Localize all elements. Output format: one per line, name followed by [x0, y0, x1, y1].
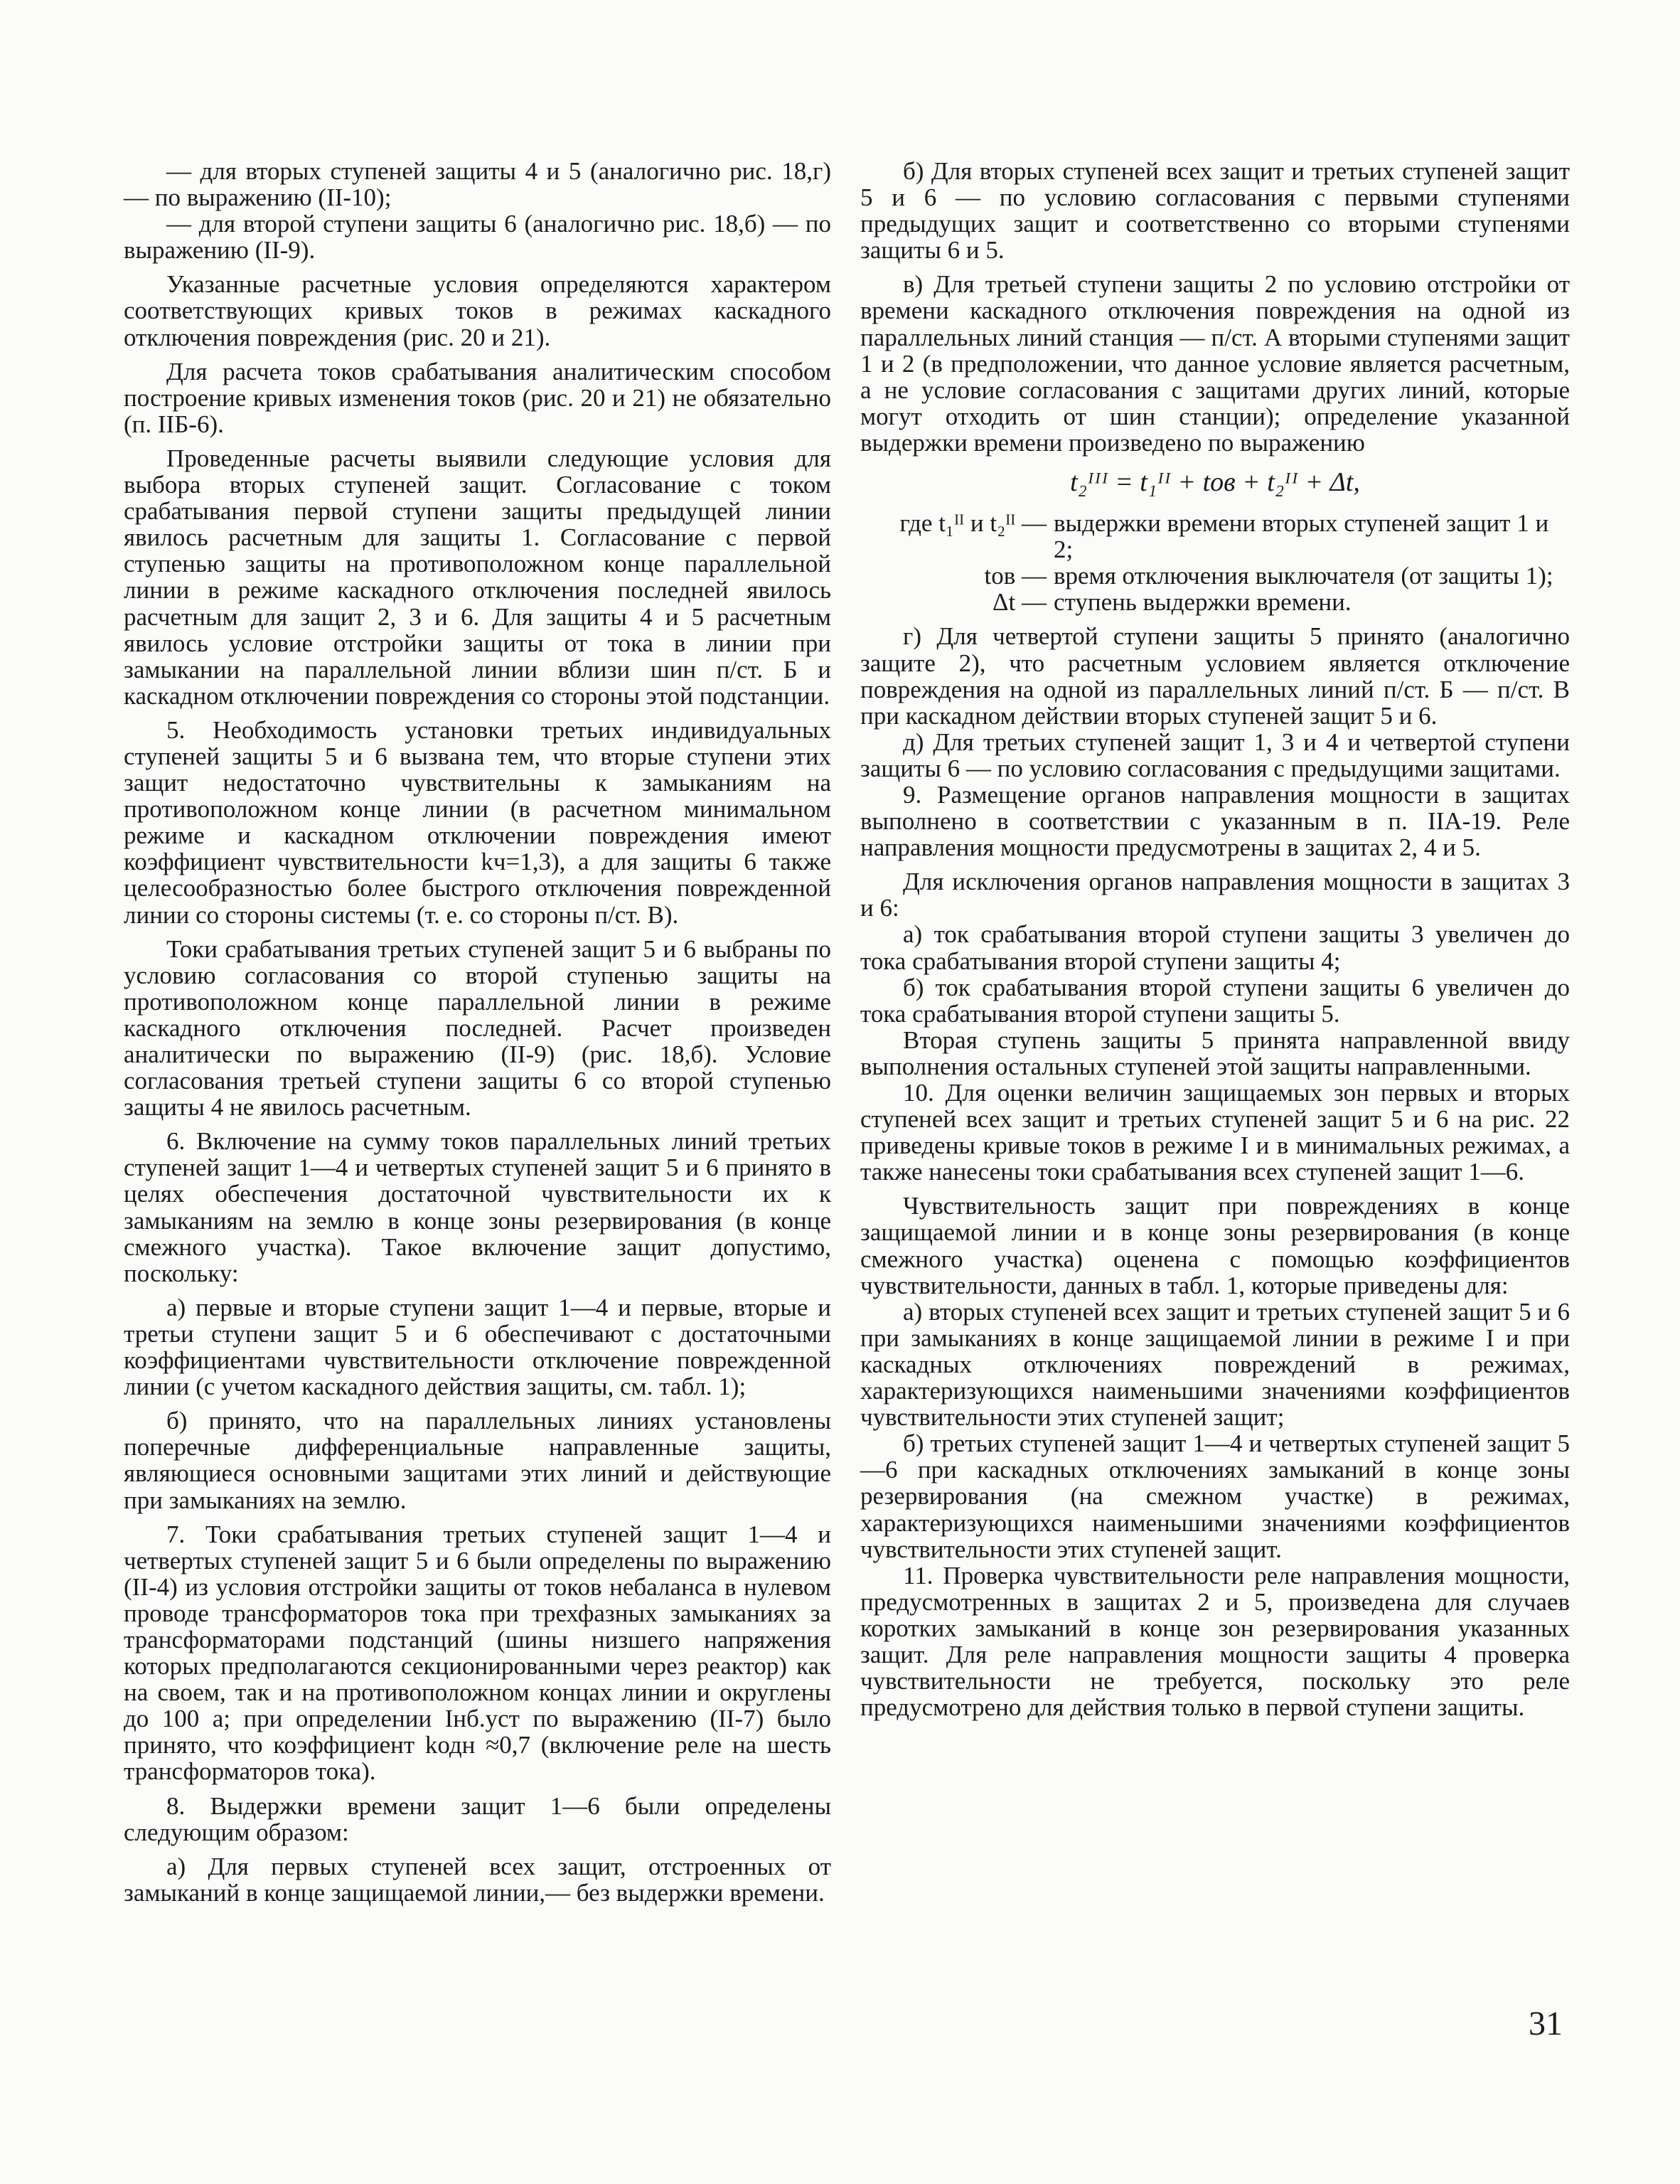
paragraph: Указанные расчетные условия определяются характером соответствующих кривых токов в режимах каскадного отключения повреждения (рис. 20 и 21).	[124, 270, 831, 351]
paragraph: Для исключения органов направления мощности в защитах 3 и 6:	[860, 868, 1570, 922]
legend-description: ступень выдержки времени.	[1054, 588, 1352, 617]
left-column	[124, 158, 831, 1906]
paragraph: Вторая ступень защиты 5 принята направленной ввиду выполнения остальных ступеней этой защиты направленными.	[860, 1026, 1570, 1080]
paragraph: а) вторых ступеней всех защит и третьих ступеней защит 5 и 6 при замыканиях в конце защищаемой линии в режиме I и при каскадных отключениях повреждений в режимах, характеризующихся наименьшими значениями коэффициентов чувствительности этих ступеней защит;	[860, 1297, 1570, 1432]
paragraph: Для расчета токов срабатывания аналитическим способом построение кривых изменения токов (рис. 20 и 21) не обязательно (п. IIБ-6).	[124, 357, 831, 438]
paragraph: а) Для первых ступеней всех защит, отстроенных от замыканий в конце защищаемой линии,— без выдержки времени.	[124, 1852, 831, 1907]
paragraph: д) Для третьих ступеней защит 1, 3 и 4 и четвертой ступени защиты 6 — по условию согласования с предыдущими защитами.	[860, 728, 1570, 782]
legend-symbol: tов —	[984, 562, 1047, 590]
paragraph: б) принято, что на параллельных линиях установлены поперечные дифференциальные направленные защиты, являющиеся основными защитами этих линий и действующие при замыканиях на землю.	[124, 1407, 831, 1514]
legend-description: время отключения выключателя (от защиты 1);	[1054, 562, 1553, 590]
formula-legend	[860, 510, 1570, 615]
paragraph: 11. Проверка чувствительности реле направления мощности, предусмотренных в защитах 2 и 5, произведена для случаев коротких замыканий в конце зон резервирования указанных защит. Для реле направления мощности защиты 4 проверка чувствительности не требуется, поскольку это реле предусмотрено для действия только в первой ступени защиты.	[860, 1561, 1570, 1722]
paragraph: 10. Для оценки величин защищаемых зон первых и вторых ступеней всех защит и третьих ступеней защит 5 и 6 на рис. 22 приведены кривые токов в режиме I и в минимальных режимах, а также нанесены токи срабатывания всех ступеней защит 1—6.	[860, 1079, 1570, 1186]
legend-symbol: где t₁ᴵᴵ и t₂ᴵᴵ —	[899, 509, 1047, 538]
right-column	[860, 158, 1570, 1720]
paragraph: — для вторых ступеней защиты 4 и 5 (аналогично рис. 18,г) — по выражению (II-10);	[124, 157, 831, 212]
paragraph: б) Для вторых ступеней всех защит и третьих ступеней защит 5 и 6 — по условию согласования с первыми ступенями предыдущих защит и соответственно со вторыми ступенями защиты 6 и 5.	[860, 157, 1570, 265]
paragraph: 8. Выдержки времени защит 1—6 были определены следующим образом:	[124, 1791, 831, 1846]
paragraph: а) ток срабатывания второй ступени защиты 3 увеличен до тока срабатывания второй ступени защиты 4;	[860, 920, 1570, 975]
paragraph: 7. Токи срабатывания третьих ступеней защит 1—4 и четвертых ступеней защит 5 и 6 были определены по выражению (II-4) из условия отстройки защиты от токов небаланса в нулевом проводе трансформаторов тока при трехфазных замыканиях за трансформаторами подстанций (шины низшего напряжения которых предполагаются секционированными через реактор) как на своем, так и на противоположном концах линии и округлены до 100 а; при определении Iнб.уст по выражению (II-7) было принято, что коэффициент kодн ≈0,7 (включение реле на шесть трансформаторов тока).	[124, 1520, 831, 1786]
paragraph: 5. Необходимость установки третьих индивидуальных ступеней защиты 5 и 6 вызвана тем, что вторые ступени этих защит недостаточно чувствительны к замыканиям на противоположном конце линии (в расчетном минимальном режиме и каскадном отключении повреждения имеют коэффициент чувствительности kч=1,3), а для защиты 6 также целесообразностью более быстрого отключения поврежденной линии со стороны системы (т. е. со стороны п/ст. В).	[124, 715, 831, 929]
legend-row	[860, 510, 1570, 563]
paragraph: Проведенные расчеты выявили следующие условия для выбора вторых ступеней защит. Согласование с током срабатывания первой ступени защиты предыдущей линии явилось расчетным для защиты 1. Согласование с первой ступенью защиты на противоположном конце параллельной линии в режиме каскадного отключения последней явилось расчетным для защит 2, 3 и 6. Для защиты 4 и 5 расчетным явилось условие отстройки защиты от тока в линии при замыкании на параллельной линии вблизи шин п/ст. Б и каскадном отключении повреждения со стороны этой подстанции.	[124, 444, 831, 710]
legend-row	[860, 563, 1570, 589]
legend-description: выдержки времени вторых ступеней защит 1 и 2;	[1054, 509, 1549, 564]
paragraph: 9. Размещение органов направления мощности в защитах выполнено в соответствии с указанным в п. IIА-19. Реле направления мощности предусмотрены в защитах 2, 4 и 5.	[860, 780, 1570, 862]
legend-symbol: Δt —	[993, 588, 1047, 617]
formula: t₂ᴵᴵᴵ = t₁ᴵᴵ + tов + t₂ᴵᴵ + Δt,	[1070, 467, 1360, 498]
paragraph: г) Для четвертой ступени защиты 5 принято (аналогично защите 2), что расчетным условием является отключение повреждения на одной из параллельных линий п/ст. Б — п/ст. В при каскадном действии вторых ступеней защит 5 и 6.	[860, 622, 1570, 730]
paragraph: в) Для третьей ступени защиты 2 по условию отстройки от времени каскадного отключения повреждения на одной из параллельных линий станция — п/ст. А вторыми ступенями защит 1 и 2 (в предположении, что данное условие является расчетным, а не условие согласования с защитами других линий, которые могут отходить от шин станции); определение указанной выдержки времени произведено по выражению	[860, 270, 1570, 457]
legend-row	[860, 589, 1570, 615]
paragraph: 6. Включение на сумму токов параллельных линий третьих ступеней защит 1—4 и четвертых ступеней защит 5 и 6 принято в целях обеспечения достаточной чувствительности их к замыканиям на землю в конце зоны резервирования (в конце смежного участка). Такое включение защит допустимо, поскольку:	[124, 1127, 831, 1287]
page-number: 31	[1529, 2005, 1563, 2042]
paragraph: Токи срабатывания третьих ступеней защит 5 и 6 выбраны по условию согласования со второй ступенью защиты на противоположном конце параллельной линии в режиме каскадного отключения последней. Расчет произведен аналитически по выражению (II-9) (рис. 18,б). Условие согласования третьей ступени защиты 6 со второй ступенью защиты 4 не явилось расчетным.	[124, 934, 831, 1122]
paragraph: б) ток срабатывания второй ступени защиты 6 увеличен до тока срабатывания второй ступени защиты 5.	[860, 973, 1570, 1028]
paragraph: а) первые и вторые ступени защит 1—4 и первые, вторые и третьи ступени защит 5 и 6 обеспечивают с достаточными коэффициентами чувствительности отключение поврежденной линии (с учетом каскадного действия защиты, см. табл. 1);	[124, 1293, 831, 1401]
paragraph: Чувствительность защит при повреждениях в конце защищаемой линии и в конце зоны резервирования (в конце смежного участка) оценена с помощью коэффициентов чувствительности, данных в табл. 1, которые приведены для:	[860, 1192, 1570, 1299]
paragraph: б) третьих ступеней защит 1—4 и четвертых ступеней защит 5—6 при каскадных отключениях замыканий в конце зоны резервирования (на смежном участке) в режимах, характеризующихся наименьшими значениями коэффициентов чувствительности этих ступеней защит.	[860, 1429, 1570, 1563]
paragraph: — для второй ступени защиты 6 (аналогично рис. 18,б) — по выражению (II-9).	[124, 210, 831, 265]
